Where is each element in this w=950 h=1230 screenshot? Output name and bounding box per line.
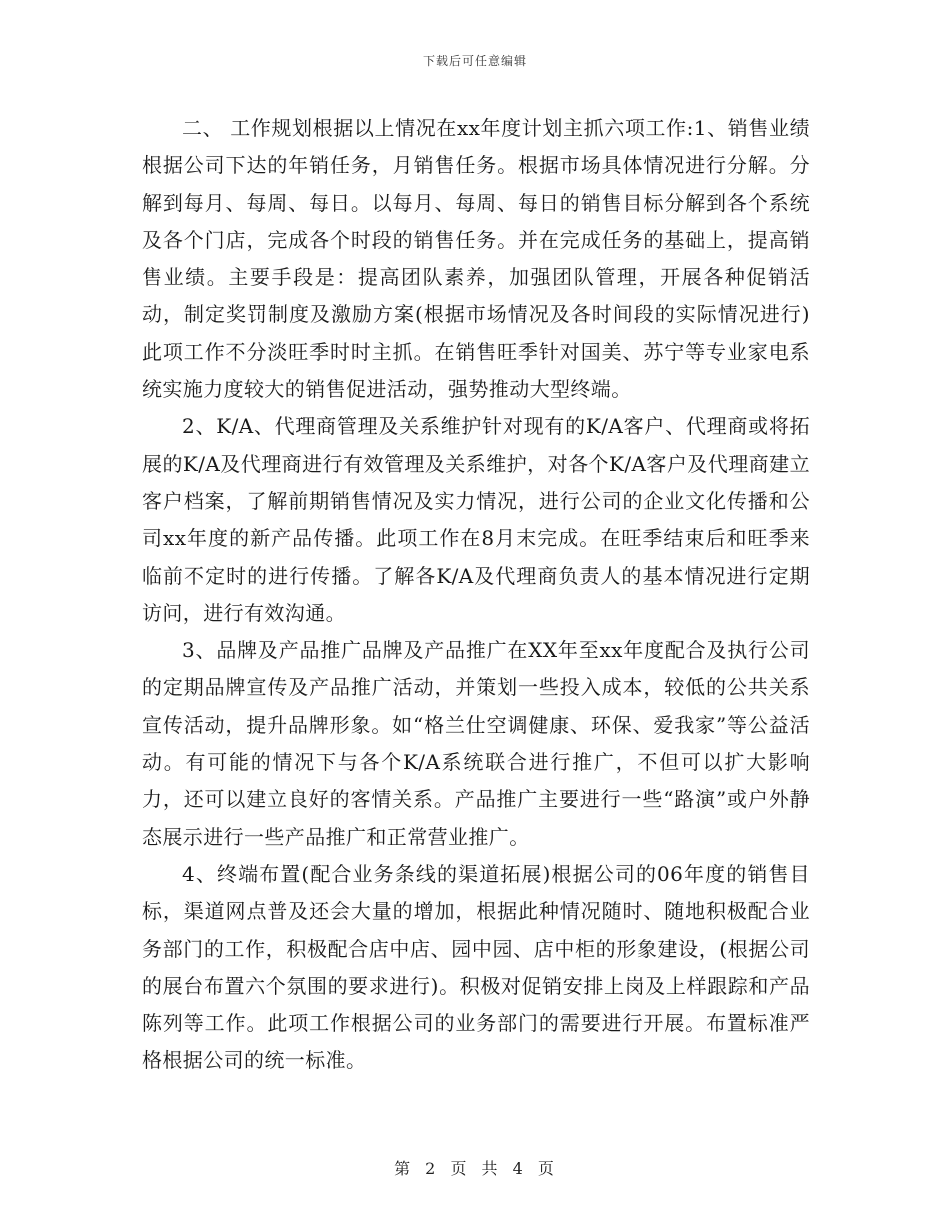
document-body xyxy=(142,110,810,1080)
paragraph-ka-agent-management: 2、K/A、代理商管理及关系维护针对现有的K/A客户、代理商或将拓展的K/A及代理商进行有效管理及关系维护，对各个K/A客户及代理商建立客户档案，了解前期销售情况及实力情况，进行公司的企业文化传播和公司xx年度的新产品传播。此项工作在8月末完成。在旺季结束后和旺季来临前不定时的进行传播。了解各K/A及代理商负责人的基本情况进行定期访问，进行有效沟通。 xyxy=(142,414,810,625)
paragraph-brand-promotion: 3、品牌及产品推广品牌及产品推广在XX年至xx年度配合及执行公司的定期品牌宣传及产品推广活动，并策划一些投入成本，较低的公共关系宣传活动，提升品牌形象。如“格兰仕空调健康、环保、爱我家”等公益活动。有可能的情况下与各个K/A系统联合进行推广，不但可以扩大影响力，还可以建立良好的客情关系。产品推广主要进行一些“路演”或户外静态展示进行一些产品推广和正常营业推广。 xyxy=(142,638,810,849)
page-number: 第 2 页 共 4 页 xyxy=(394,1159,556,1178)
paragraph-work-plan-sales: 二、 工作规划根据以上情况在xx年度计划主抓六项工作:1、销售业绩根据公司下达的年销任务，月销售任务。根据市场具体情况进行分解。分解到每月、每周、每日。以每月、每周、每日的销售目标分解到各个系统及各个门店，完成各个时段的销售任务。并在完成任务的基础上，提高销售业绩。主要手段是：提高团队素养，加强团队管理，开展各种促销活动，制定奖罚制度及激励方案(根据市场情况及各时间段的实际情况进行)此项工作不分淡旺季时时主抓。在销售旺季针对国美、苏宁等专业家电系统实施力度较大的销售促进活动，强势推动大型终端。 xyxy=(142,116,810,402)
page-header: 下载后可任意编辑 xyxy=(422,54,527,68)
paragraph-terminal-layout: 4、终端布置(配合业务条线的渠道拓展)根据公司的06年度的销售目标，渠道网点普及还会大量的增加，根据此种情况随时、随地积极配合业务部门的工作，积极配合店中店、园中园、店中柜的形象建设，(根据公司的展台布置六个氛围的要求进行)。积极对促销安排上岗及上样跟踪和产品陈列等工作。此项工作根据公司的业务部门的需要进行开展。布置标准严格根据公司的统一标准。 xyxy=(142,861,810,1073)
